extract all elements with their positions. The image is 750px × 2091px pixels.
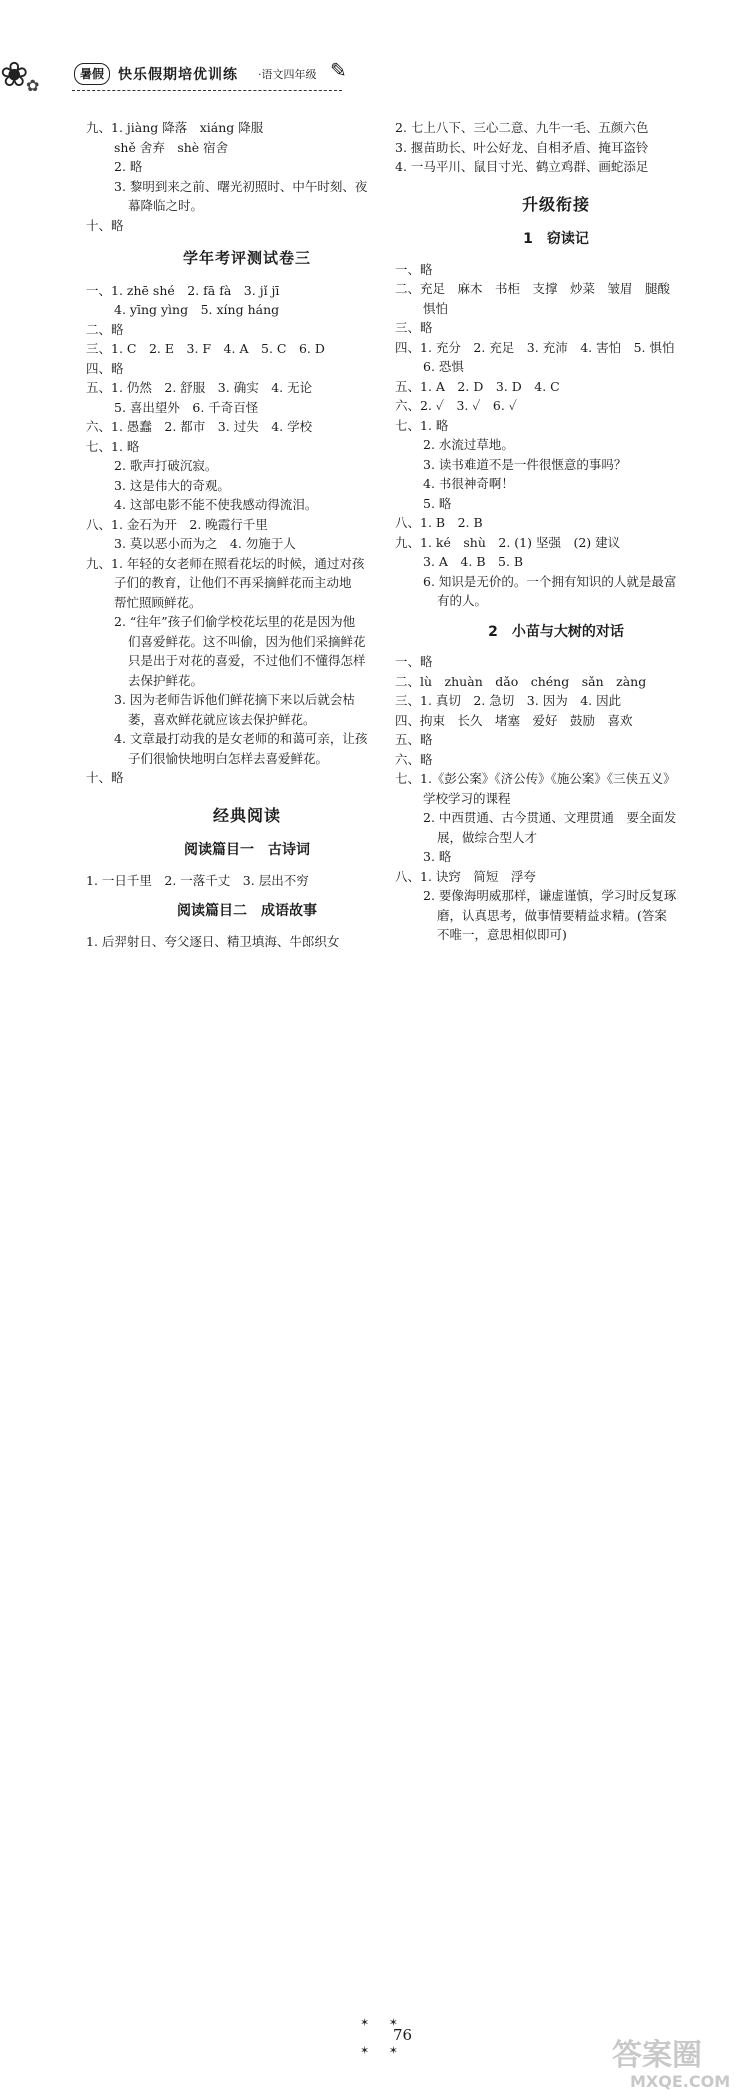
answer-line: 只是出于对花的喜爱，不过他们不懂得怎样 [128, 653, 366, 668]
answer-line: 八、1. B 2. B [395, 515, 483, 530]
answer-line: 2. 要像海明威那样，谦虚谨慎，学习时反复琢 [423, 888, 677, 903]
answer-line: 有的人。 [437, 593, 488, 608]
answer-line: 4. yīng yìng 5. xíng háng [114, 302, 280, 317]
answer-line: 五、略 [395, 732, 433, 747]
small-flower-icon: ✿ [26, 76, 40, 95]
answer-line: 七、1. 略 [395, 417, 449, 433]
section-subtitle: 阅读篇目二 成语故事 [177, 903, 317, 919]
answer-line: 七、1. 略 [86, 438, 140, 454]
answer-line: 1. 一日千里 2. 一落千丈 3. 层出不穷 [86, 872, 309, 888]
answer-line: 6. 恐惧 [423, 359, 464, 374]
answer-line: 八、1. 诀窍 简短 浮夸 [395, 868, 536, 884]
answer-line: 九、1. ké shù 2. (1) 坚强 (2) 建议 [395, 534, 621, 550]
answer-line: 七、1.《彭公案》《济公传》《施公案》《三侠五义》 [395, 771, 676, 786]
answer-line: 六、1. 愚蠢 2. 都市 3. 过失 4. 学校 [86, 419, 313, 434]
answer-line: 展，做综合型人才 [437, 829, 538, 845]
answer-line: 3. 揠苗助长、叶公好龙、自相矛盾、掩耳盗铃 [395, 139, 649, 155]
answer-line: 2. 水流过草地。 [423, 437, 514, 452]
pencil-icon: ✎ [330, 58, 347, 82]
answer-line: 2. 歌声打破沉寂。 [114, 458, 218, 473]
answer-line: 三、1. 真切 2. 急切 3. 因为 4. 因此 [395, 693, 622, 708]
right-column [395, 118, 717, 945]
answer-line: 八、1. 金石为开 2. 晚霞行千里 [86, 516, 268, 532]
answer-line: 十、略 [86, 217, 124, 233]
answer-line: 3. A 4. B 5. B [423, 554, 524, 569]
star-decoration-icon: ✶ ✶ ✶ ✶ [360, 2016, 406, 2057]
season-badge: 暑假 [74, 63, 110, 85]
answer-line: 幕降临之时。 [128, 198, 204, 213]
answer-line: 四、拘束 长久 堵塞 爱好 鼓励 喜欢 [395, 712, 633, 728]
answer-line: 3. 读书难道不是一件很惬意的事吗？ [423, 456, 627, 472]
answer-line: 3. 略 [423, 849, 452, 864]
watermark-logo: 答案圈 [612, 2038, 702, 2073]
section-title: 学年考评测试卷三 [182, 249, 311, 267]
answer-line: 九、1. jiàng 降落 xiáng 降服 [86, 120, 264, 135]
answer-line: 不唯一，意思相似即可) [437, 927, 567, 942]
flower-decoration-icon: ❀ [0, 55, 29, 95]
answer-line: 学校学习的课程 [423, 790, 511, 806]
answer-line: 二、lù zhuàn dǎo chéng sǎn zàng [395, 673, 647, 689]
answer-line: 一、略 [395, 654, 433, 669]
section-subtitle: 2 小苗与大树的对话 [488, 623, 624, 640]
part-title: 升级衔接 [521, 194, 590, 214]
answer-line: 萎，喜欢鲜花就应该去保护鲜花。 [128, 711, 316, 727]
answer-line: 二、充足 麻木 书柜 支撑 炒菜 皱眉 腿酸 [395, 281, 671, 296]
section-subtitle: 阅读篇目一 古诗词 [184, 842, 310, 858]
answer-line: 一、略 [395, 261, 433, 277]
answer-line: 五、1. A 2. D 3. D 4. C [395, 378, 560, 394]
answer-line: 3. 莫以恶小而为之 4. 勿施于人 [114, 536, 296, 551]
answer-line: 2. 七上八下、三心二意、九牛一毛、五颜六色 [395, 120, 649, 135]
section-subtitle: 1 窃读记 [523, 231, 589, 247]
answer-line: 四、1. 充分 2. 充足 3. 充沛 4. 害怕 5. 惧怕 [395, 339, 675, 355]
answer-line: 去保护鲜花。 [128, 672, 204, 688]
answer-line: 五、1. 仍然 2. 舒服 3. 确实 4. 无论 [86, 380, 313, 395]
answer-line: 4. 文章最打动我的是女老师的和蔼可亲，让孩 [114, 731, 368, 746]
answer-line: 们喜爱鲜花。这不叫偷，因为他们采摘鲜花 [128, 633, 366, 649]
answer-line: 四、略 [86, 360, 124, 376]
answer-line: 5. 喜出望外 6. 千奇百怪 [114, 399, 259, 415]
answer-line: shě 舍弃 shè 宿舍 [114, 139, 229, 155]
answer-line: 二、略 [86, 321, 124, 337]
part-title: 经典阅读 [212, 805, 281, 825]
subject-label: ·语文四年级 [258, 68, 317, 81]
answer-line: 6. 知识是无价的。一个拥有知识的人就是最富 [423, 573, 677, 589]
page-footer [0, 1000, 750, 2091]
answer-line: 4. 书很神奇啊！ [423, 476, 514, 491]
answer-line: 3. 因为老师告诉他们鲜花摘下来以后就会枯 [114, 692, 355, 707]
page-header [0, 0, 750, 100]
answer-line: 九、1. 年轻的女老师在照看花坛的时候，通过对孩 [86, 555, 365, 571]
answer-line: 十、略 [86, 770, 124, 785]
answer-line: 六、2. ✓ 3. ✓ 6. ✓ [395, 398, 517, 413]
left-column [86, 118, 408, 951]
header-divider [72, 90, 342, 91]
answer-line: 六、略 [395, 751, 433, 767]
answer-line: 2. “往年”孩子们偷学校花坛里的花是因为他 [114, 614, 356, 629]
answer-line: 三、1. C 2. E 3. F 4. A 5. C 6. D [86, 341, 325, 356]
answer-line: 一、1. zhē shé 2. fā fà 3. jǐ jī [86, 282, 280, 298]
answer-line: 1. 后羿射日、夸父逐日、精卫填海、牛郎织女 [86, 933, 340, 949]
answer-line: 3. 黎明到来之前、曙光初照时、中午时刻、夜 [114, 178, 368, 194]
answer-line: 惧怕 [423, 300, 449, 316]
answer-line: 子们很愉快地明白怎样去喜爱鲜花。 [128, 750, 329, 766]
answer-line: 帮忙照顾鲜花。 [114, 594, 202, 610]
answer-line: 2. 略 [114, 159, 143, 174]
series-title: 快乐假期培优训练 [118, 67, 238, 83]
page-number: 76 [393, 2026, 413, 2044]
answer-line: 3. 这是伟大的奇观。 [114, 477, 230, 493]
answer-line: 磨，认真思考，做事情要精益求精。(答案 [437, 907, 667, 923]
answer-line: 4. 一马平川、鼠目寸光、鹤立鸡群、画蛇添足 [395, 159, 649, 174]
watermark-url: MXQE.COM [630, 2072, 731, 2091]
answer-line: 2. 中西贯通、古今贯通、文理贯通 要全面发 [423, 810, 677, 825]
answer-line: 三、略 [395, 320, 433, 335]
answer-line: 5. 略 [423, 495, 452, 511]
answer-line: 4. 这部电影不能不使我感动得流泪。 [114, 497, 318, 512]
answer-line: 子们的教育，让他们不再采摘鲜花而主动地 [114, 575, 352, 590]
